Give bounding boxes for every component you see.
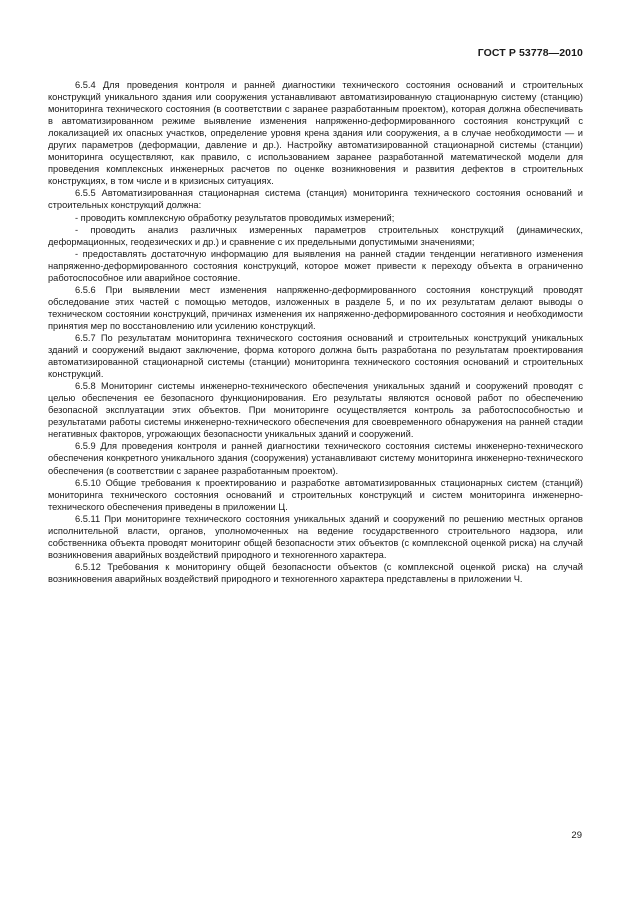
list-item: - проводить комплексную обработку результатов проводимых измерений; [75, 212, 395, 223]
paragraph-6-5-6: 6.5.6 При выявлении мест изменения напряженно-деформированного состояния конструкций проводят обследование этих частей с помощью методов, изложенных в разделе 5, и по их результатам делают выводы о техническом состоянии конструкций, причинах изменения их напряженно-деформированного состояния и необходимости принятия мер по восстановлению или усилению конструкций. [48, 284, 583, 331]
standard-header: ГОСТ Р 53778—2010 [477, 47, 583, 59]
paragraph-6-5-8: 6.5.8 Мониторинг системы инженерно-технического обеспечения уникальных зданий и сооружений проводят с целью обеспечения ее безопасного функционирования. Его результаты являются основой работ по обеспечению безопасной эксплуатации этих объектов. При мониторинге осуществляется контроль за работоспособностью и результатами работы системы инженерно-технического обеспечения для своевременного обнаружения на ранней стадии негативных факторов, угрожающих безопасности уникальных зданий и сооружений. [48, 381, 583, 440]
document-body [48, 79, 583, 585]
paragraph-6-5-12: 6.5.12 Требования к мониторингу общей безопасности объектов (с комплексной оценкой риска) на случай возникновения аварийных воздействий природного и техногенного характера представлены в приложении Ч. [48, 561, 583, 584]
list-item: - предоставлять достаточную информацию для выявления на ранней стадии тенденции негативного изменения напряженно-деформированного состояния конструкций, которое может привести к переходу объекта в ограниченно работоспособное или аварийное состояние. [48, 248, 583, 283]
paragraph-6-5-5: 6.5.5 Автоматизированная стационарная система (станция) мониторинга технического состояния оснований и строительных конструкций должна: [48, 188, 583, 211]
paragraph-6-5-7: 6.5.7 По результатам мониторинга технического состояния оснований и строительных конструкций уникальных зданий и сооружений выдают заключение, форма которого должна быть разработана по результатам проектирования автоматизированной стационарной системы (станции) мониторинга технического состояния оснований и строительных конструкций. [48, 332, 583, 380]
list-item: - проводить анализ различных измеренных параметров строительных конструкций (динамических, деформационных, геодезических и др.) и сравнение с их предельными допустимыми значениями; [48, 224, 583, 247]
paragraph-6-5-11: 6.5.11 При мониторинге технического состояния уникальных зданий и сооружений по решению местных органов исполнительной власти, органов, уполномоченных на ведение государственного строительного надзора, или собственника объекта проводят мониторинг общей безопасности этих объектов (с комплексной оценкой риска) на случай возникновения аварийных воздействий природного и техногенного характера. [48, 513, 583, 560]
page-number: 29 [571, 830, 582, 841]
paragraph-6-5-10: 6.5.10 Общие требования к проектированию и разработке автоматизированных стационарных систем (станций) мониторинга технического состояния оснований и строительных конструкций и систем мониторинга инженерно-технического обеспечения приведены в приложении Ц. [48, 477, 583, 512]
paragraph-6-5-9: 6.5.9 Для проведения контроля и ранней диагностики технического состояния системы инженерно-технического обеспечения конкретного уникального здания (сооружения) устанавливают систему мониторинга инженерно-технического обеспечения (в соответствии с заранее разработанным проектом). [48, 441, 583, 476]
paragraph-6-5-4: 6.5.4 Для проведения контроля и ранней диагностики технического состояния оснований и строительных конструкций уникального здания или сооружения устанавливают автоматизированную стационарную систему (станцию) мониторинга технического состояния (в соответствии с заранее разработанным проектом), которая должна обеспечивать в автоматизированном режиме выявление изменения напряженно-деформированного состояния конструкций с локализацией их опасных участков, определение уровня крена здания или сооружения, а в случае необходимости — и других параметров (деформации, давление и др.). Настройку автоматизированной стационарной системы (станции) мониторинга осуществляют, как правило, с использованием заранее разработанной математической модели для проведения комплексных инженерных расчетов по оценке возникновения и развития дефектов в строительных конструкциях, в том числе и в кризисных ситуациях. [48, 80, 583, 187]
